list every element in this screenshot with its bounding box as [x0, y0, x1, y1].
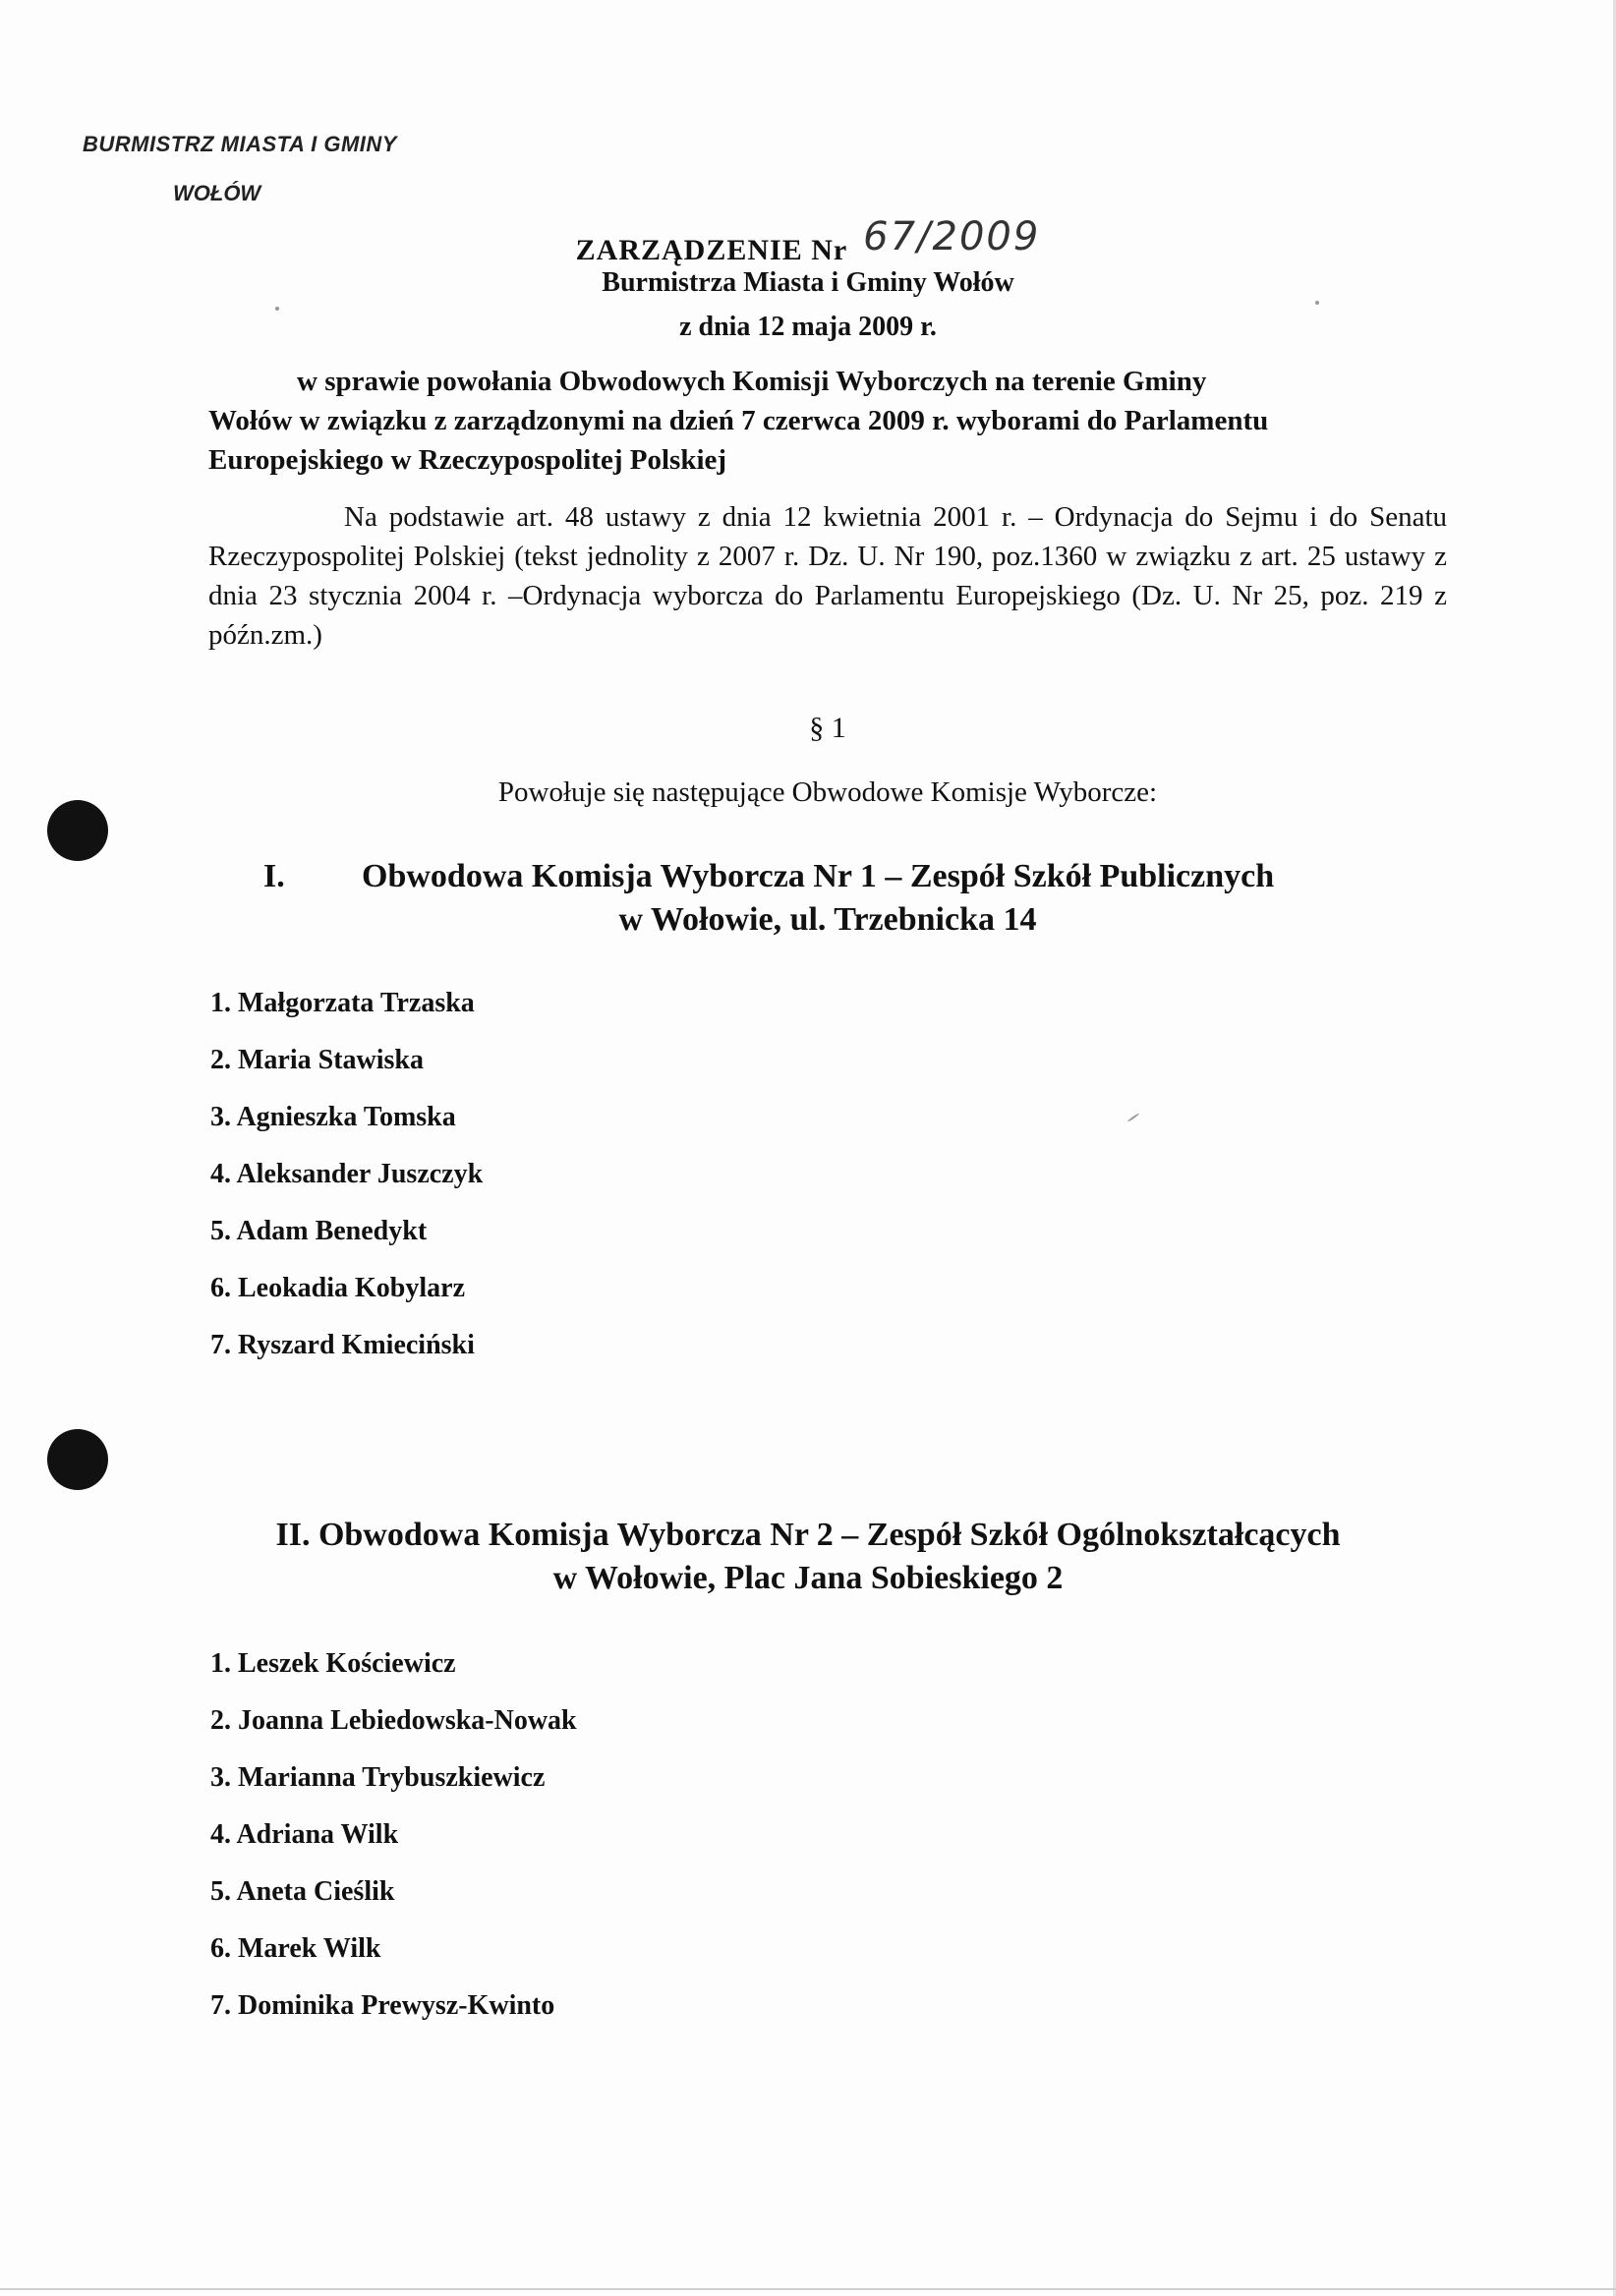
list-item: 6. Leokadia Kobylarz: [210, 1273, 466, 1303]
section-1-heading-line1: Obwodowa Komisja Wyborcza Nr 1 – Zespół Szkół Publicznych: [362, 858, 1275, 894]
section-1-numeral: I.: [263, 858, 285, 894]
section-1-heading-line2: w Wołowie, ul. Trzebnicka 14: [618, 901, 1037, 938]
list-item: 1. Leszek Kościewicz: [210, 1648, 456, 1679]
title-label: ZARZĄDZENIE Nr: [575, 234, 847, 266]
punch-hole-icon: [47, 800, 108, 861]
paragraph-symbol: § 1: [809, 712, 846, 744]
section-2-member-list: [210, 1636, 577, 2035]
list-item: 4. Aleksander Juszczyk: [210, 1159, 484, 1189]
issuer-stamp-line1: BURMISTRZ MIASTA I GMINY: [83, 132, 397, 156]
scan-speck: [275, 307, 279, 311]
subject-line: Wołów w związku z zarządzonymi na dzień 7 czerwca 2009 r. wyborami do Parlamentu: [208, 405, 1269, 436]
scan-speck: [1127, 1113, 1140, 1122]
list-item: 7. Ryszard Kmieciński: [210, 1330, 475, 1360]
scan-edge: [0, 2288, 1616, 2290]
list-item: 4. Adriana Wilk: [210, 1819, 399, 1850]
subject-line: w sprawie powołania Obwodowych Komisji Wyborczych na terenie Gminy: [297, 366, 1207, 397]
document-title: [0, 214, 1616, 269]
list-item: 7. Dominika Prewysz-Kwinto: [210, 1990, 555, 2021]
title-date: z dnia 12 maja 2009 r.: [679, 312, 937, 342]
section-1-member-list: [210, 975, 483, 1374]
list-item: 2. Maria Stawiska: [210, 1045, 424, 1075]
handwritten-number: 67/2009: [863, 214, 1041, 259]
scan-speck: [1315, 301, 1319, 305]
paragraph-intro: Powołuje się następujące Obwodowe Komisje Wyborcze:: [497, 776, 1158, 808]
subject-line: Europejskiego w Rzeczypospolitej Polskiej: [208, 444, 727, 476]
list-item: 1. Małgorzata Trzaska: [210, 988, 475, 1018]
list-item: 5. Aneta Cieślik: [210, 1876, 395, 1907]
list-item: 3. Agnieszka Tomska: [210, 1102, 456, 1132]
list-item: 6. Marek Wilk: [210, 1933, 381, 1964]
title-issuer: Burmistrza Miasta i Gminy Wołów: [602, 267, 1014, 298]
subject-block: [208, 362, 1447, 480]
section-2-heading-line2: w Wołowie, Plac Jana Sobieskiego 2: [552, 1560, 1064, 1596]
punch-hole-icon: [47, 1429, 108, 1490]
list-item: 5. Adam Benedykt: [210, 1216, 428, 1246]
issuer-stamp-line2: WOŁÓW: [173, 181, 261, 205]
section-2-heading-line1: II. Obwodowa Komisja Wyborcza Nr 2 – Zespół Szkół Ogólnokształcących: [275, 1517, 1341, 1553]
list-item: 2. Joanna Lebiedowska-Nowak: [210, 1705, 577, 1736]
list-item: 3. Marianna Trybuszkiewicz: [210, 1762, 546, 1793]
legal-basis: Na podstawie art. 48 ustawy z dnia 12 kwietnia 2001 r. – Ordynacja do Sejmu i do Senatu Rzeczypospolitej Polskiej (tekst jednolity z 2007 r. Dz. U. Nr 190, poz.1360 w związku z art. 25 ustawy z dnia 23 stycznia 2004 r. –Ordynacja wyborcza do Parlamentu Europejskiego (Dz. U. Nr 25, poz. 219 z późn.zm.): [208, 501, 1447, 651]
